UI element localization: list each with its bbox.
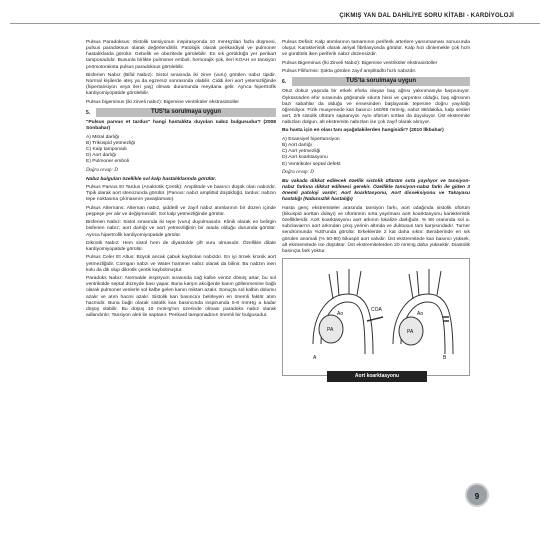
paragraph-pulsus-defisit: Pulsus Defisit: Kalp atımlarının tamamının periferik arterlere yansımaması sonucunda oluşur. Karakteristik olarak atriyal fibrilasyonda görülür. Kalp hızı dinlemekle çok hızlı ve gürültülü iken periferik nabız düzensizdir. [282, 40, 470, 58]
right-column [282, 40, 470, 380]
question-5-text: "Pulsus parvus et tardus" hangi hastalıkta duyulan nabız bulgusudur? (2008 Sonbahar) [86, 120, 276, 132]
option-b: B) Triküspid yetmezliği [86, 140, 135, 146]
paragraph-pulsus-bigeminus-right: Pulsus Bigeminus (İki Zirveli Nabız): Bigemine ventriküler ekstrasistoller [282, 60, 438, 66]
option-d: D) Aort darlığı [86, 153, 117, 159]
question-6-options [282, 137, 470, 168]
figure-caption: Aort koarktasyonu [327, 371, 427, 382]
label-a: A [313, 355, 317, 362]
label-ao-a: Ao [337, 311, 344, 318]
option-c: C) Aort yetmezliği [282, 149, 321, 155]
option-e: E) Ventriküler septal defekt [282, 161, 341, 167]
question-6-text: Bu hasta için en olası tanı aşağıdakilerden hangisidir? (2010 İlkbahar) [282, 128, 444, 134]
paragraph-pulsus-paradoksus: Pulsus Paradoksus: Sistolik tansiyonun inspirasyonda 10 mmHg'dan fazla düşmesi, pulsus paradoksus olarak değerlendirilir. Patolojik olarak perikardiyal ve pulmoner hastalıklarda görülür. Gebelik ve obezitede görülebilir. En sık görüldüğü yer perikart tamponadıdır. Bununla birlikte pulmoner emboli, hemorajik şok, ileri KOAH ve tansiyon pnömotoraksta pulsus paradoksus görülebilir. [86, 40, 276, 70]
option-d: D) Aort koarktasyonu [282, 155, 328, 161]
paragraph-paradoks-nabiz: Paradoks Nabız: Normalde inspiryum sırasında sağ kalbe venöz dönüş artar, bu sol ventrikülde septal düzeyde bası yapar. Buna karşın akciğerde kanın göllenmesine bağlı olarak pulmoner venlerle sol kalbe gelen kanın miktarı azalır. Sonuçta sol kalbin dolumu azalır ve atım hacmi azalır. Sistolik kan basıncını belirleyen en önemli faktör atım hacmidir. Buna bağlı olarak sistolik kan basıncında inspirumda 5-8 mmHg a kadar düşüş olabilir. Bu düşüş 10 mmHg'nın üzerinde olması paradoks nabız olarak adlandırılır. Tansiyon aleti ile saptanır. Perikard tamponadının önemli bir bulgusudur. [86, 276, 276, 319]
note-left-heart: Nabız bulguları özellikle sol kalp hastalıklarında görülür. [86, 176, 217, 182]
question-6-answer: Doğru cevap: D [282, 169, 314, 175]
option-a: A) Mitral darlığı [86, 134, 120, 140]
question-6-number: 6. [282, 78, 287, 85]
paragraph-bisferien-bifid: Bisferien Nabız (Bifid Nabız): Sistol sırasında iki zirve (vuru) görülen nabız tipidir. Normal kişilerde ateş ya da egzersiz sonrasında olabilir. Ciddi ileri aort yetersizliğinde (hipertansiyon veya ileri yaş) olması durumunda meydana gelir. Ayrıca hipertrofik kardiyomiyopatide görülebilir. [86, 72, 276, 97]
paragraph-bisferien: Bisferien Nabız: Sistol sırasında iki tepe (vuru) duyulmasıdır. Klinik olarak en belirgin bisferien nabız; aort darlığı ve aort yetmezliğinin bir arada olduğu durumda görülür. Ayrıca hipertrofik kardiyomiyopatide görülür. [86, 220, 276, 238]
paragraph-pulsus-bigeminus: Pulsus bigeminus (iki zirveli nabız): Bigemine ventriküler ekstrasistoller [86, 99, 240, 105]
paragraph-pulsus-filiformis: Pulsus Filiformis: Şokta görülen zayıf amplitüdlü hızlı nabızdır. [282, 69, 417, 74]
question-5-banner [86, 108, 276, 117]
question-6-banner [282, 77, 470, 86]
label-ao-b: Ao [417, 311, 424, 318]
question-6-stem: Otuz dokuz yaşında bir erkek eforla oluşan baş ağrısı yakınmasıyla başvuruyor. Öyküsünden efor sırasında göğsünde sıkıntı hissi ve çarpıntısı olduğu, baş ağrısının bazı sabahlar da olduğu ve ensesinden başlayarak tepesine doğru yayıldığı öğreniliyor. Fizik muayenede kan basıncı 160/95 mmHg, nabız 88/dakika, kalp sesleri sert, 2/6 sistolik üfürüm saptanıyor. Aynı üfürüm sırttan da duyuluyor. Üst ekstremite nabızları dolgun, alt ekstremite nabızları ise çok zayıf olarak alınıyor. [282, 89, 470, 126]
label-pa-a: PA [327, 327, 334, 334]
aorta-diagram [283, 259, 469, 375]
page-header: ÇIKMIŞ YAN DAL DAHİLİYE SORU KİTABI - KARDİYOLOJİ [10, 10, 540, 24]
left-column [86, 40, 276, 321]
question-6-banner-label: TUS'ta sorulmaya uygun [292, 77, 470, 86]
option-c: C) Kalp tamponadı [86, 147, 127, 153]
question-5-options [86, 135, 276, 166]
coarctation-figure [282, 258, 470, 380]
note-coarctation: Bu vakada dikkat edilecek özellik sistolik üfürüm sırta yayılıyor ve tansiyon-nabız farkına dikkat edilmesi gerekir. Özellikle tansiyon-nabız farkı ile giden 3 önemli patoloji vardır; Aort koarktasyonu, Aort disseksiyonu ve Takayasu hastalığı (Nabızsızlık hastalığı) [282, 178, 470, 203]
label-pa-b: PA [407, 329, 414, 336]
page-number-badge: 9 [465, 483, 489, 507]
label-b: B [443, 355, 447, 362]
paragraph-aort-koarktasyonu: Hasta genç ekstremiteler arasında tansiyon farkı, aort odağında sistolik üfürüm (bikuspid aorttan dolayı) ve üfürümün sırta yayılması aort koarktasyonu karakteristik özellikleridir. Aort koarktasyonu aort arkının lokalize darlığıdır. % 98 oranında sol a. subclavian'ın aort arkından çıkış yerinin altında ve duktusun tam karşısındadır. Turner sendromunda %30'unda görülür. Erkeklerde 2 kat daha sıktır. Beraberinde en sık görülen anomali (% 50-80) bikuspit aort valvdir. Üst ekstremitede kan basıncı yüksek, alt ekstremitede ise düşüktür. Üst ekstremitelerden 20 mmHg daha yüksektir. Diastolik basınçta fark yoktur. [282, 205, 470, 254]
paragraph-parvus-tardus: Pulsus Parvus Et Tardus (Anakrotik Çentik): Amplitüde ve basıncı düşük olan nabızdır. Tipik olarak aort stenozunda görülür. (Parvus: nabız amplitüd düşüklüğü, tardus: nabzın tepe noktasına çıkmasının yavaşlaması). [86, 185, 276, 203]
option-a: A) Esansiyel hipertansiyon [282, 136, 340, 142]
option-b: B) Aort darlığı [282, 143, 312, 149]
label-coa-a: COA [371, 307, 382, 314]
question-5-banner-label: TUS'ta sorulmaya uygun [96, 108, 276, 117]
paragraph-pulsus-alternans: Pulsus Alternans: Alternan nabız, şiddetli ve zayıf nabız atımlarının bir düzen içinde peşpeşe yer alır ve değişmesidir. Sol kalp yetmezliğinde görülür. [86, 205, 276, 217]
option-e: E) Pulmoner emboli [86, 159, 129, 165]
question-5-answer: Doğru cevap: D [86, 167, 118, 173]
question-5-number: 5. [86, 109, 91, 116]
paragraph-celer-altus: Pulsus Celer Et Altus: Büyük ancak çabuk kaybolan nabızdır. En iyi örnek kronik aort yetmezliğidir. Corrigan nabzı ve Water hammer nabız olarak da bilinir. Bu nabzın inen kolu da dik olup dikrotik çentik kaybolmuştur. [86, 255, 276, 273]
paragraph-dikrotik: Dikrotik Nabız: Hem sistol hem de diyastolde çift vuru olmasıdır. Özellikle dilate kardiyomiyopatide görülür. [86, 240, 276, 253]
